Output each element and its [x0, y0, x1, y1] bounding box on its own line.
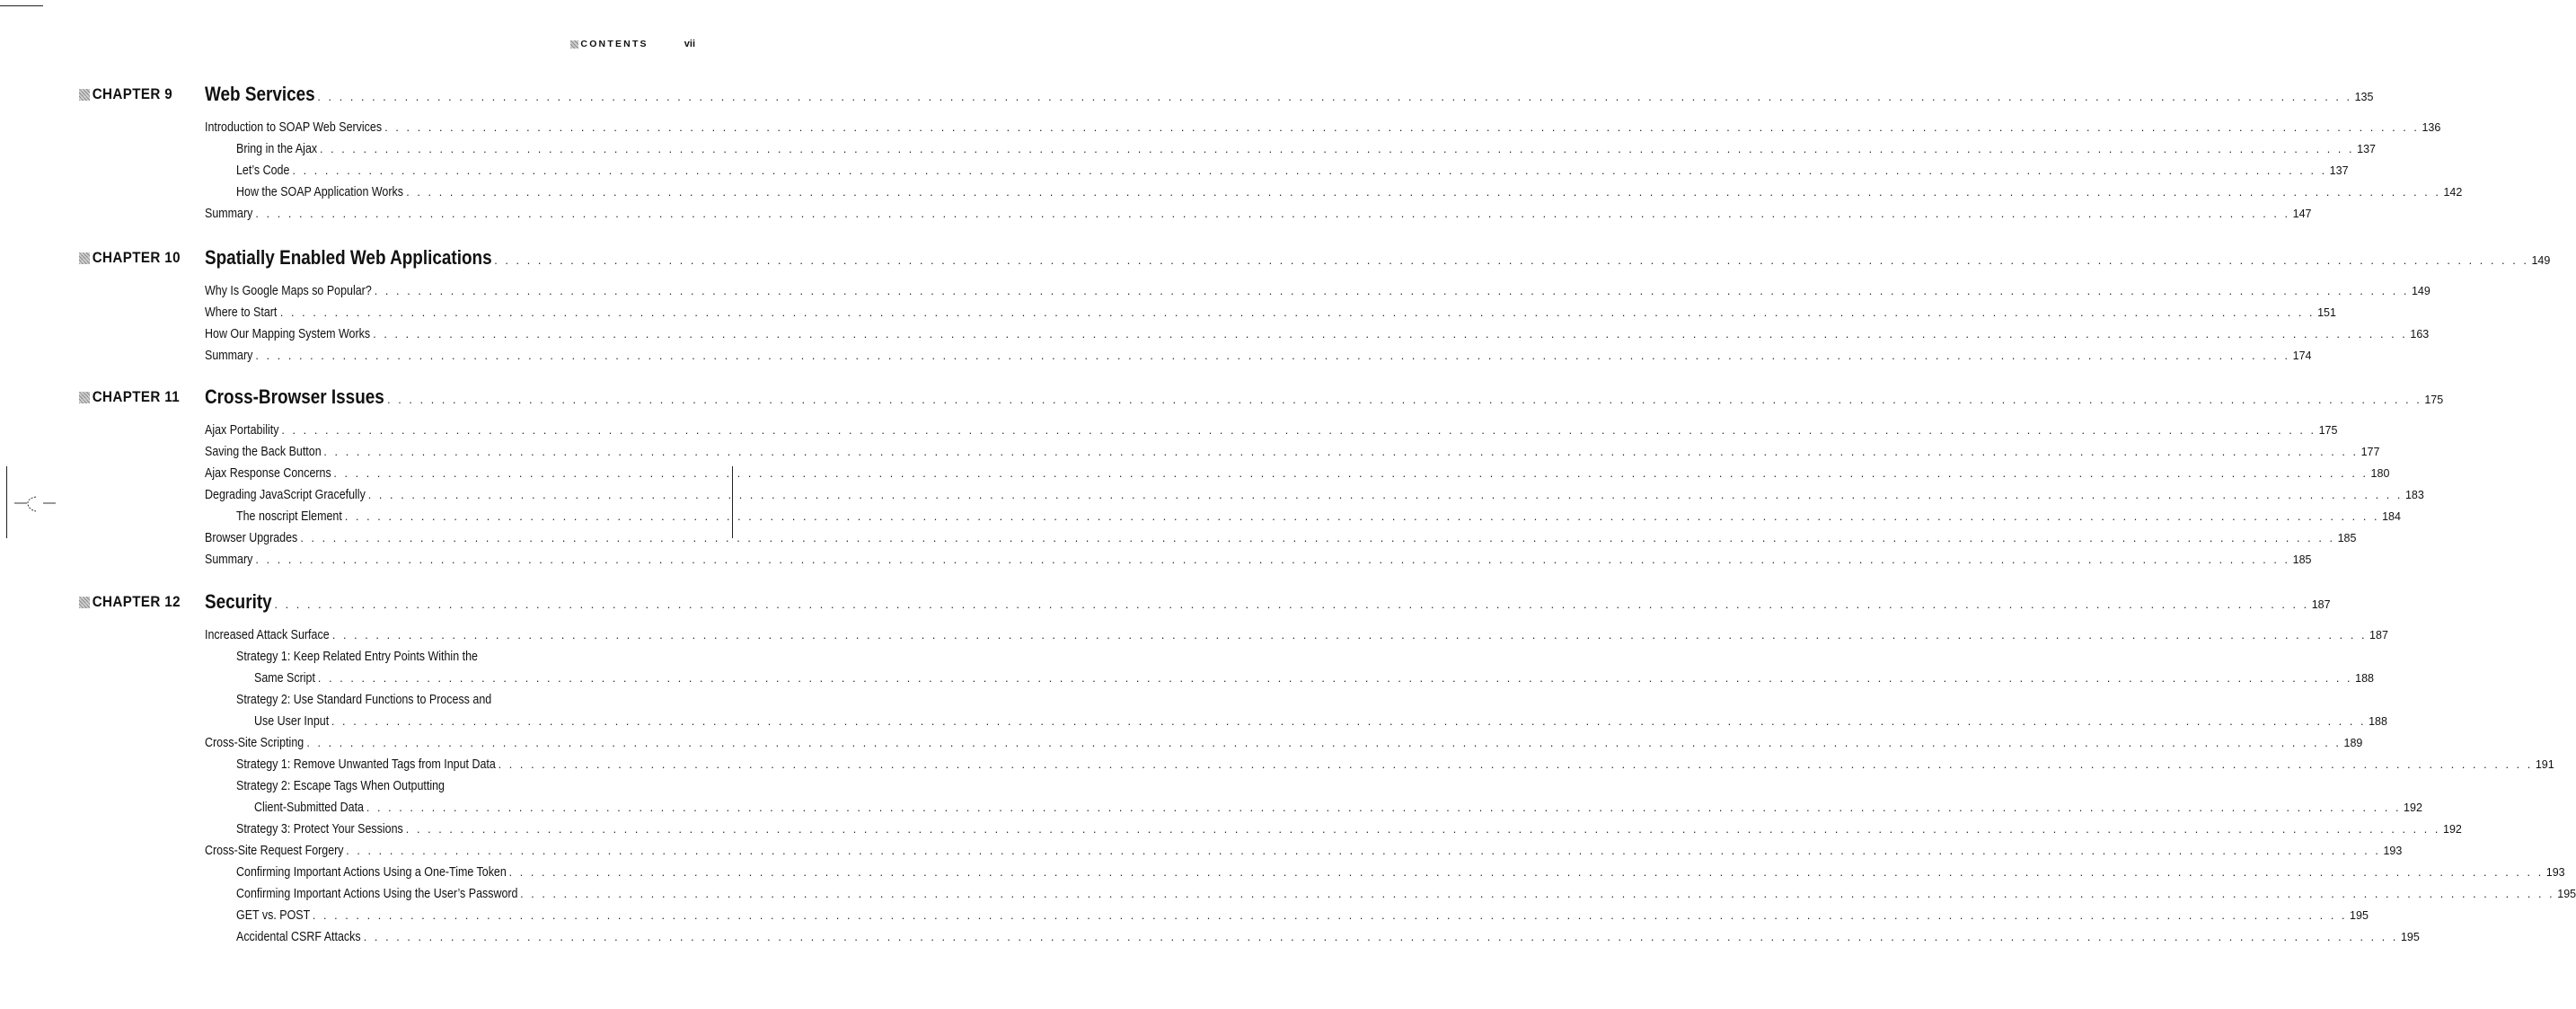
toc-entry-page-number: 188: [2355, 672, 2374, 685]
toc-entry-page-number: 187: [2369, 629, 2388, 642]
toc-entry-text-wrap: [205, 284, 372, 298]
dot-leader: [366, 801, 2401, 814]
toc-entry[interactable]: [205, 488, 2424, 509]
toc-entry-page-number: 137: [2357, 143, 2376, 155]
dot-leader: [373, 328, 2407, 341]
dot-leader: [300, 532, 2334, 544]
crop-mark-top: [0, 5, 43, 6]
toc-entry[interactable]: [205, 714, 2387, 736]
chapter-page-number: 135: [2354, 91, 2374, 103]
dot-leader: [280, 306, 2315, 319]
toc-entry-page-number: 183: [2404, 489, 2424, 501]
chapter-9-block: [79, 83, 2463, 228]
toc-entry-text-wrap: [236, 142, 317, 156]
toc-entry-title: Introduction to SOAP Web Services: [205, 120, 383, 135]
chapter-title: Cross-Browser Issues: [205, 385, 384, 408]
chapter-label-text: CHAPTER 10: [92, 250, 181, 266]
toc-entry-text-wrap: [205, 349, 252, 363]
toc-entry-title: Bring in the Ajax: [236, 142, 318, 156]
toc-entry-text-wrap: [236, 865, 507, 880]
toc-entry-text-wrap: [205, 628, 330, 642]
toc-entry-continued[interactable]: [205, 650, 640, 671]
toc-entry-text-wrap: [236, 693, 492, 707]
chapter-page-number: 149: [2531, 254, 2551, 267]
shade-block-icon: [570, 40, 578, 49]
toc-entry-page-number: 192: [2404, 801, 2422, 814]
shade-block-icon: [79, 392, 90, 403]
toc-entry-text-wrap: [205, 531, 297, 545]
toc-entry-page-number: 147: [2292, 208, 2312, 220]
chapter-10-block: [79, 246, 2551, 370]
toc-entry-text-wrap: [205, 466, 331, 481]
chapter-page-number: 187: [2311, 598, 2331, 611]
toc-entry-title: How the SOAP Application Works: [236, 185, 403, 199]
chapter-label: [79, 86, 195, 103]
toc-entry-continued[interactable]: [205, 693, 640, 714]
toc-entry-text-wrap: [236, 908, 310, 923]
toc-entry-page-number: 188: [2369, 715, 2387, 728]
chapter-title: Spatially Enabled Web Applications: [205, 246, 492, 269]
toc-entry-text-wrap: [236, 509, 342, 524]
chapter-title: Security: [205, 590, 272, 613]
toc-entry[interactable]: [205, 164, 2349, 185]
toc-entry[interactable]: [205, 553, 2312, 574]
toc-entry-text-wrap: [236, 779, 445, 793]
chapter-11-block: [79, 385, 2444, 574]
toc-entry-title: Strategy 2: Use Standard Functions to Process and: [236, 693, 492, 707]
toc-entry[interactable]: [205, 509, 2401, 531]
toc-entry-title: Summary: [205, 553, 253, 567]
toc-entry-text-wrap: [236, 650, 478, 664]
toc-entry-text-wrap: [236, 757, 496, 772]
toc-entry[interactable]: [205, 185, 2463, 207]
dot-leader: [375, 285, 2409, 297]
dot-leader: [384, 121, 2419, 134]
shade-block-icon: [79, 252, 90, 264]
chapter-title-wrap: [205, 590, 2331, 614]
toc-entry-title: Summary: [205, 349, 253, 363]
dot-leader: [313, 909, 2347, 922]
dot-leader: [332, 629, 2367, 642]
dot-leader: [255, 350, 2289, 362]
running-head-text: CONTENTS: [580, 39, 648, 49]
dot-leader: [323, 446, 2358, 458]
dot-leader: [520, 888, 2554, 900]
toc-entry-title: Browser Upgrades: [205, 531, 298, 545]
toc-entry-title: The noscript Element: [236, 509, 342, 524]
chapter-12-block: [79, 590, 2576, 951]
toc-entry[interactable]: [205, 671, 2374, 693]
toc-entry-title: Degrading JavaScript Gracefully: [205, 488, 366, 502]
dot-leader: [317, 91, 2351, 103]
toc-entry-text-wrap: [205, 488, 366, 502]
toc-entry[interactable]: [205, 305, 2336, 327]
dot-leader: [368, 489, 2403, 501]
toc-entry[interactable]: [205, 445, 2380, 466]
toc-entry-page-number: 174: [2292, 350, 2312, 362]
toc-entry[interactable]: [205, 466, 2390, 488]
toc-entry-title: Client-Submitted Data: [254, 801, 364, 815]
toc-entry-page-number: 192: [2443, 823, 2462, 836]
toc-entry-text-wrap: [236, 185, 403, 199]
chapter-label-text: CHAPTER 12: [92, 594, 181, 610]
toc-entry-text-wrap: [205, 445, 321, 459]
toc-entry[interactable]: [205, 142, 2376, 164]
toc-entry-page-number: 184: [2382, 510, 2401, 523]
toc-entry-page-number: 195: [2350, 909, 2369, 922]
chapter-heading-row[interactable]: [79, 385, 2444, 414]
toc-entry-title: Why Is Google Maps so Popular?: [205, 284, 372, 298]
toc-entry-text-wrap: [205, 553, 252, 567]
toc-entry-page-number: 163: [2410, 328, 2430, 341]
chapter-page-number: 175: [2424, 394, 2444, 406]
toc-entry-page-number: 151: [2317, 306, 2336, 319]
toc-entry[interactable]: [205, 822, 2462, 844]
toc-entry-title: Same Script: [254, 671, 315, 686]
chapter-entries: [205, 423, 2424, 574]
registration-mark-icon: [14, 490, 59, 517]
toc-entry-title: Strategy 2: Escape Tags When Outputting: [236, 779, 445, 793]
dot-leader: [281, 424, 2316, 437]
toc-entry-page-number: 193: [2545, 866, 2565, 879]
toc-entry-title: Cross-Site Scripting: [205, 736, 304, 750]
dot-leader: [406, 186, 2440, 199]
dot-leader: [320, 143, 2354, 155]
dot-leader: [306, 737, 2341, 749]
chapter-heading-row[interactable]: [79, 590, 2331, 619]
toc-entry-text-wrap: [205, 423, 278, 438]
toc-entry-page-number: 177: [2360, 446, 2380, 458]
toc-entry[interactable]: [205, 423, 2338, 445]
toc-entry-text-wrap: [236, 164, 289, 178]
chapter-title: Web Services: [205, 83, 315, 105]
chapter-entries: [205, 628, 2576, 951]
toc-entry-title: Confirming Important Actions Using the User’s Password: [236, 887, 518, 901]
toc-entry-title: Let’s Code: [236, 164, 290, 178]
dot-leader: [387, 394, 2422, 406]
toc-entry-title: GET vs. POST: [236, 908, 311, 923]
toc-entry-page-number: 185: [2292, 553, 2312, 566]
chapter-label-text: CHAPTER 9: [92, 86, 173, 102]
toc-entry-page-number: 149: [2411, 285, 2430, 297]
chapter-entries: [205, 120, 2463, 228]
running-head: [570, 39, 695, 49]
running-head-label: [570, 39, 648, 49]
toc-entry-text-wrap: [205, 207, 252, 221]
toc-entry[interactable]: [205, 757, 2554, 779]
toc-entry[interactable]: [205, 887, 2576, 908]
toc-entry-title: Ajax Portability: [205, 423, 279, 438]
dot-leader: [331, 715, 2366, 728]
toc-entry-title: Summary: [205, 207, 253, 221]
dot-leader: [346, 845, 2380, 857]
toc-entry-text-wrap: [254, 671, 315, 686]
toc-entry-page-number: 191: [2535, 758, 2554, 771]
toc-entry-text-wrap: [236, 930, 361, 944]
toc-entry[interactable]: [205, 865, 2565, 887]
toc-entry[interactable]: [205, 801, 2422, 822]
dot-leader: [255, 208, 2289, 220]
dot-leader: [494, 254, 2528, 267]
toc-entry[interactable]: [205, 207, 2312, 228]
dot-leader: [406, 823, 2440, 836]
dot-leader: [292, 164, 2326, 177]
toc-entry-page-number: 136: [2422, 121, 2441, 134]
toc-entry-text-wrap: [205, 305, 278, 320]
toc-entry-title: Accidental CSRF Attacks: [236, 930, 361, 944]
toc-entry-page-number: 142: [2443, 186, 2463, 199]
binding-line-left: [6, 466, 7, 538]
shade-block-icon: [79, 89, 90, 101]
chapter-entries: [205, 284, 2430, 370]
toc-entry-text-wrap: [205, 844, 343, 858]
toc-entry-text-wrap: [236, 887, 517, 901]
toc-entry-page-number: 185: [2337, 532, 2357, 544]
chapter-heading-row[interactable]: [79, 246, 2551, 275]
toc-entry-text-wrap: [254, 714, 329, 729]
chapter-title-wrap: [205, 385, 2443, 409]
chapter-label: [79, 250, 195, 267]
chapter-title-wrap: [205, 246, 2550, 270]
chapter-heading-row[interactable]: [79, 83, 2374, 111]
chapter-title-wrap: [205, 83, 2373, 106]
shade-block-icon: [79, 597, 90, 608]
toc-entry-text-wrap: [205, 327, 370, 341]
toc-entry[interactable]: [205, 930, 2420, 951]
toc-entry-title: Strategy 3: Protect Your Sessions: [236, 822, 403, 836]
toc-entry-text-wrap: [205, 736, 304, 750]
toc-entry-title: Ajax Response Concerns: [205, 466, 331, 481]
toc-entry[interactable]: [205, 908, 2369, 930]
toc-entry-title: Cross-Site Request Forgery: [205, 844, 344, 858]
toc-entry-title: Strategy 1: Keep Related Entry Points Within the: [236, 650, 478, 664]
chapter-label: [79, 594, 195, 611]
toc-entry-text-wrap: [236, 822, 403, 836]
toc-entry-page-number: 137: [2329, 164, 2349, 177]
toc-entry-title: Saving the Back Button: [205, 445, 322, 459]
toc-entry-title: How Our Mapping System Works: [205, 327, 371, 341]
toc-entry-title: Confirming Important Actions Using a One-Time Token: [236, 865, 507, 880]
toc-entry[interactable]: [205, 844, 2403, 865]
chapter-label: [79, 389, 195, 406]
toc-entry-continued[interactable]: [205, 779, 640, 801]
toc-entry[interactable]: [205, 284, 2430, 305]
toc-entry[interactable]: [205, 327, 2430, 349]
toc-entry-title: Use User Input: [254, 714, 330, 729]
toc-entry[interactable]: [205, 120, 2441, 142]
chapter-label-text: CHAPTER 11: [92, 389, 181, 405]
toc-entry[interactable]: [205, 736, 2363, 757]
toc-entry-title: Increased Attack Surface: [205, 628, 330, 642]
dot-leader: [364, 931, 2398, 943]
toc-entry[interactable]: [205, 531, 2357, 553]
dot-leader: [275, 598, 2309, 611]
toc-entry-page-number: 175: [2318, 424, 2338, 437]
toc-entry-text-wrap: [254, 801, 364, 815]
toc-entry-title: Where to Start: [205, 305, 278, 320]
toc-entry[interactable]: [205, 349, 2312, 370]
dot-leader: [255, 553, 2289, 566]
toc-entry-text-wrap: [205, 120, 382, 135]
toc-entry-page-number: 189: [2343, 737, 2363, 749]
dot-leader: [318, 672, 2352, 685]
toc-entry[interactable]: [205, 628, 2388, 650]
dot-leader: [498, 758, 2533, 771]
toc-entry-title: Strategy 1: Remove Unwanted Tags from Input Data: [236, 757, 496, 772]
running-head-page-number: vii: [684, 39, 695, 49]
toc-entry-page-number: 193: [2383, 845, 2403, 857]
toc-entry-page-number: 195: [2557, 888, 2576, 900]
dot-leader: [509, 866, 2544, 879]
dot-leader: [345, 510, 2379, 523]
toc-entry-page-number: 195: [2400, 931, 2420, 943]
dot-leader: [333, 467, 2368, 480]
toc-entry-page-number: 180: [2370, 467, 2390, 480]
